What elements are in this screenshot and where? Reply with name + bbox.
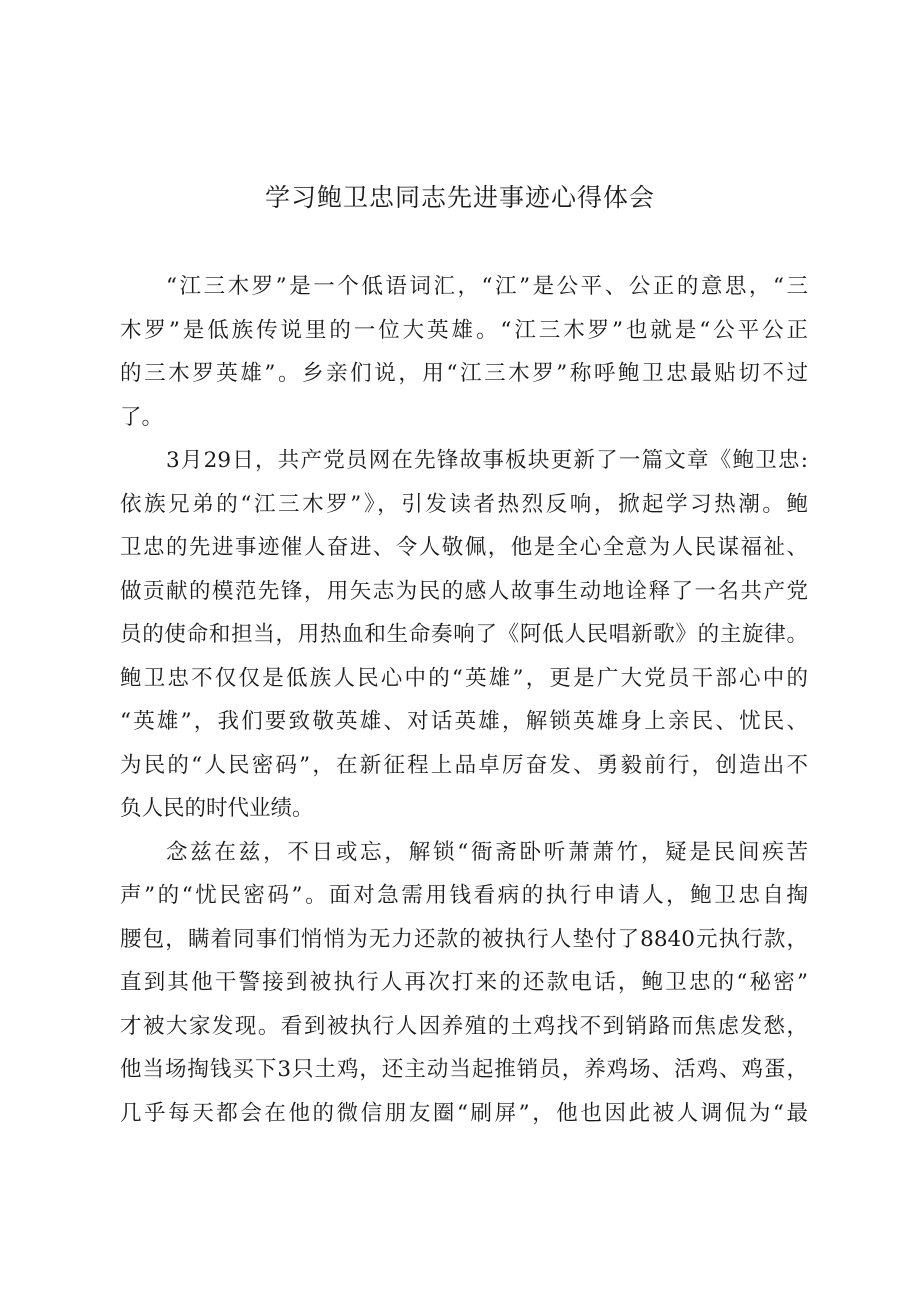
paragraph bbox=[120, 831, 808, 1136]
text-line: 负人民的时代业绩。 bbox=[120, 796, 314, 821]
text-line: 做贡献的模范先锋，用矢志为民的感人故事生动地诠释了一名共产党 bbox=[120, 578, 808, 604]
paragraph bbox=[120, 439, 808, 831]
text-line: 腰包，瞒着同事们悄悄为无力还款的被执行人垫付了8840元执行款， bbox=[120, 926, 808, 952]
text-line: 声”的“忧民密码”。面对急需用钱看病的执行申请人，鲍卫忠自掏 bbox=[120, 883, 808, 908]
text-line: 卫忠的先进事迹催人奋进、令人敬佩，他是全心全意为人民谋福祉、 bbox=[120, 535, 808, 560]
text-line: 才被大家发现。看到被执行人因养殖的土鸡找不到销路而焦虑发愁， bbox=[120, 1013, 808, 1039]
document-body bbox=[120, 265, 808, 1135]
text-line: 员的使命和担当，用热血和生命奏响了《阿低人民唱新歌》的主旋律。 bbox=[120, 622, 808, 647]
text-line: 为民的“人民密码”，在新征程上品卓厉奋发、勇毅前行，创造出不 bbox=[120, 752, 808, 778]
text-line: 鲍卫忠不仅仅是低族人民心中的“英雄”，更是广大党员干部心中的 bbox=[120, 665, 808, 691]
text-line: 木罗”是低族传说里的一位大英雄。“江三木罗”也就是“公平公正 bbox=[120, 317, 808, 343]
paragraph bbox=[120, 265, 808, 439]
text-line: 依族兄弟的“江三木罗”》，引发读者热烈反响，掀起学习热潮。鲍 bbox=[120, 491, 808, 517]
text-line: 了。 bbox=[120, 404, 164, 430]
text-line: 的三木罗英雄”。乡亲们说，用“江三木罗”称呼鲍卫忠最贴切不过 bbox=[120, 361, 808, 386]
text-line: “江三木罗”是一个低语词汇，“江”是公平、公正的意思，“三 bbox=[166, 274, 808, 299]
text-line: 几乎每天都会在他的微信朋友圈“刷屏”，他也因此被人调侃为“最 bbox=[120, 1100, 808, 1126]
text-line: 他当场掏钱买下3只土鸡，还主动当起推销员，养鸡场、活鸡、鸡蛋， bbox=[120, 1057, 808, 1082]
document-title: 学习鲍卫忠同志先进事迹心得体会 bbox=[264, 183, 655, 212]
text-line: “英雄”，我们要致敬英雄、对话英雄，解锁英雄身上亲民、忧民、 bbox=[120, 709, 808, 734]
text-line: 3月29日，共产党员网在先锋故事板块更新了一篇文章《鲍卫忠: bbox=[166, 448, 808, 473]
text-line: 念兹在兹，不日或忘，解锁“衙斋卧听萧萧竹，疑是民间疾苦 bbox=[166, 839, 808, 865]
text-line: 直到其他干警接到被执行人再次打来的还款电话，鲍卫忠的“秘密” bbox=[120, 970, 808, 995]
